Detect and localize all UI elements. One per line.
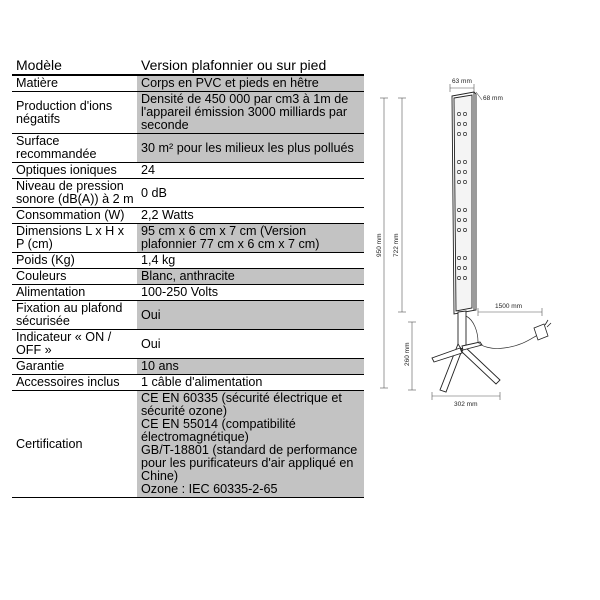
row-value: 2,2 Watts xyxy=(137,208,364,224)
row-label: Poids (Kg) xyxy=(12,253,137,269)
row-label: Dimensions L x H x P (cm) xyxy=(12,224,137,253)
certification-line: CE EN 55014 (compatibilité électromagnétique) xyxy=(141,417,296,444)
body-height-label: 722 mm xyxy=(393,233,400,257)
spec-table xyxy=(12,56,364,498)
table-row xyxy=(12,269,364,285)
row-label: Production d'ions négatifs xyxy=(12,92,137,134)
table-row xyxy=(12,179,364,208)
table-header-row xyxy=(12,56,364,75)
row-label: Matière xyxy=(12,75,137,92)
row-label: Niveau de pression sonore (dB(A)) à 2 m xyxy=(12,179,137,208)
table-row xyxy=(12,301,364,330)
row-label: Garantie xyxy=(12,359,137,375)
row-value: 30 m² pour les milieux les plus pollués xyxy=(137,134,364,163)
table-row xyxy=(12,330,364,359)
row-value: 24 xyxy=(137,163,364,179)
top-depth-label: 68 mm xyxy=(483,95,503,102)
tripod-stand xyxy=(432,311,500,392)
product-dimension-diagram xyxy=(362,74,562,414)
header-label: Modèle xyxy=(12,56,137,75)
row-value: 1,4 kg xyxy=(137,253,364,269)
top-width-dimension xyxy=(450,84,474,92)
row-label: Surface recommandée xyxy=(12,134,137,163)
row-label: Alimentation xyxy=(12,285,137,301)
table-row xyxy=(12,359,364,375)
row-value: 100-250 Volts xyxy=(137,285,364,301)
table-row xyxy=(12,224,364,253)
certification-line: GB/T-18801 (standard de performance pour les purificateurs d'air appliqué en Chine) xyxy=(141,443,358,483)
table-row xyxy=(12,285,364,301)
table-row xyxy=(12,163,364,179)
power-adapter-icon xyxy=(534,320,551,340)
table-row xyxy=(12,134,364,163)
row-value: Oui xyxy=(137,330,364,359)
certification-label: Certification xyxy=(12,391,137,498)
cable-length-label: 1500 mm xyxy=(495,303,523,310)
base-width-dimension xyxy=(432,392,500,400)
row-value: Oui xyxy=(137,301,364,330)
top-depth-dimension xyxy=(476,92,482,100)
row-value: 10 ans xyxy=(137,359,364,375)
row-label: Couleurs xyxy=(12,269,137,285)
table-row xyxy=(12,75,364,92)
row-label: Indicateur « ON / OFF » xyxy=(12,330,137,359)
certification-line: Ozone : IEC 60335-2-65 xyxy=(141,482,278,496)
row-label: Fixation au plafond sécurisée xyxy=(12,301,137,330)
row-value: Blanc, anthracite xyxy=(137,269,364,285)
certification-value xyxy=(137,391,364,498)
table-row xyxy=(12,253,364,269)
table-row xyxy=(12,375,364,391)
base-width-label: 302 mm xyxy=(454,401,478,408)
row-value: Corps en PVC et pieds en hêtre xyxy=(137,75,364,92)
total-height-label: 950 mm xyxy=(376,233,383,257)
row-label: Consommation (W) xyxy=(12,208,137,224)
body-height-dimension xyxy=(398,98,406,312)
row-value: 0 dB xyxy=(137,179,364,208)
table-row xyxy=(12,208,364,224)
row-value: 95 cm x 6 cm x 7 cm (Version plafonnier 77 cm x 6 cm x 7 cm) xyxy=(137,224,364,253)
table-row xyxy=(12,92,364,134)
row-label: Accessoires inclus xyxy=(12,375,137,391)
top-width-label: 63 mm xyxy=(452,78,472,85)
row-value: 1 câble d'alimentation xyxy=(137,375,364,391)
certification-line: CE EN 60335 (sécurité électrique et sécurité ozone) xyxy=(141,391,342,418)
row-value: Densité de 450 000 par cm3 à 1m de l'appareil émission 3000 milliards par seconde xyxy=(137,92,364,134)
base-height-label: 260 mm xyxy=(404,342,411,366)
row-label: Optiques ioniques xyxy=(12,163,137,179)
table-row-certification xyxy=(12,391,364,498)
header-value: Version plafonnier ou sur pied xyxy=(137,56,364,75)
